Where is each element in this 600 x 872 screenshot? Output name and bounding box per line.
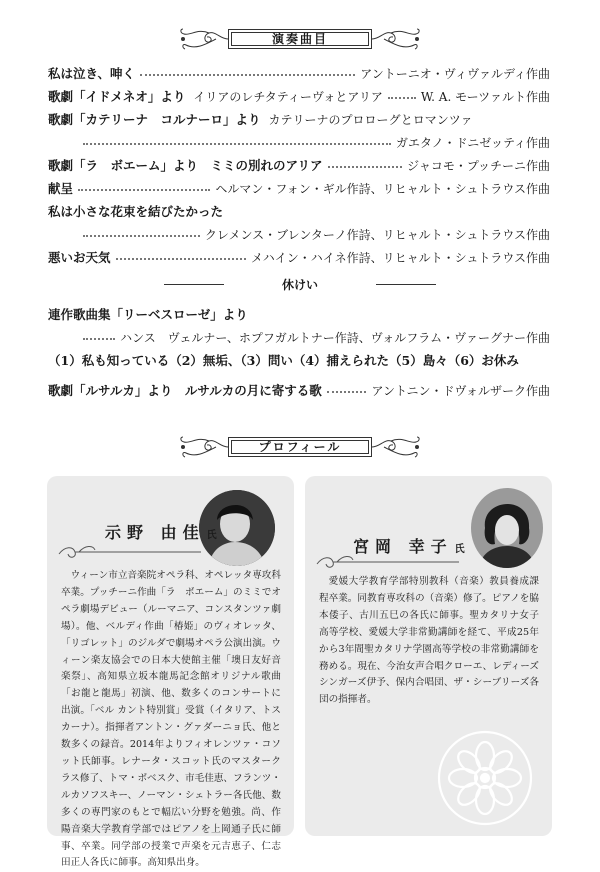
program-heading-banner [176, 26, 424, 52]
composer: メハイン・ハイネ作詩、リヒャルト・シュトラウス作曲 [250, 250, 550, 265]
program-item-continuation [78, 327, 550, 347]
song-subtitle: カテリーナのプロローグとロマンツァ [268, 112, 473, 127]
composer: ハンス ヴェルナー、ホプフガルトナー作詩、ヴォルフラム・ヴァーグナー作曲 [120, 330, 550, 345]
avatar [471, 488, 543, 568]
program-item-continuation [78, 224, 550, 244]
program-item [48, 155, 550, 175]
program-item [48, 63, 550, 83]
intermission-label: 休けい [230, 276, 370, 293]
profile-heading: プロフィール [258, 440, 342, 454]
scroll-ornament-right-icon [368, 26, 424, 52]
leader-dots [140, 74, 355, 76]
song-title: 連作歌曲集「リーベスローゼ」より [48, 307, 248, 322]
program-item [48, 247, 550, 267]
program-item [48, 380, 550, 400]
flourish-divider-icon [55, 542, 205, 562]
song-cycle-titles: （1）私も知っている（2）無垢、（3）問い（4）捕えられた（5）島々（6）お休み [48, 353, 519, 368]
song-subtitle: イリアのレチタティーヴォとアリア [193, 89, 383, 104]
composer: ガエタノ・ドニゼッティ作曲 [396, 135, 550, 150]
song-title: 献呈 [48, 181, 74, 196]
scroll-ornament-left-icon [176, 26, 232, 52]
leader-dots [327, 391, 367, 393]
program-item-continuation [78, 132, 550, 152]
composer: アントニン・ドヴォルザーク作曲 [371, 383, 550, 398]
performer-card-miyaoka [305, 476, 552, 836]
floral-ornament-icon [433, 726, 537, 830]
profile-heading-banner [176, 434, 424, 460]
program-item [48, 201, 550, 221]
program-item [48, 178, 550, 198]
composer: アントーニオ・ヴィヴァルディ作曲 [360, 66, 550, 81]
performer-name: 示野 由佳 氏 [105, 523, 217, 542]
flourish-divider-icon [313, 552, 463, 572]
leader-dots [388, 97, 416, 99]
song-cycle-list [48, 350, 550, 370]
composer: ヘルマン・フォン・ギル作詩、リヒャルト・シュトラウス作曲 [215, 181, 550, 196]
song-title: 歌劇「カテリーナ コルナーロ」より [48, 112, 261, 127]
song-title: 悪いお天気 [48, 250, 111, 265]
song-title: 歌劇「ラ ボエーム」より ミミの別れのアリア [48, 158, 323, 173]
leader-dots [83, 338, 115, 340]
song-title: 私は小さな花束を結びたかった [48, 204, 224, 219]
leader-dots [83, 143, 391, 145]
program-heading: 演奏曲目 [271, 32, 328, 46]
scroll-ornament-left-icon [176, 434, 232, 460]
leader-dots [83, 235, 200, 237]
song-title: 私は泣き、呻く [48, 66, 136, 81]
performer-bio: 愛媛大学教育学部特別教科（音楽）教員養成課程卒業。同教育専攻科の（音楽）修了。ピアノを脇本倭子、古川五巳の各氏に師事。聖カタリナ女子高等学校、愛媛大学非常勤講師を経て、平成25年から3年間聖カタリナ学園高等学校の非常勤講師を務める。現在、今治女声合唱クローエ、レディーズシンガーズ伊予、保内合唱団、ザ・シーブリーズ各団の指揮者。 [319, 576, 539, 706]
performer-name: 宮岡 幸子 氏 [353, 537, 465, 556]
scroll-ornament-right-icon [368, 434, 424, 460]
performer-card-shimono [47, 476, 294, 869]
program-item [48, 109, 550, 129]
leader-dots [78, 189, 210, 191]
composer: クレメンス・ブレンターノ作詩、リヒャルト・シュトラウス作曲 [204, 227, 550, 242]
program-item [48, 304, 550, 324]
program-item [48, 86, 550, 106]
leader-dots [116, 258, 246, 260]
song-title: 歌劇「イドメネオ」より [48, 89, 186, 104]
composer: W. A. モーツァルト作曲 [420, 89, 550, 104]
performer-bio: ウィーン市立音楽院オペラ科、オペレッタ専攻科卒業。プッチーニ作曲「ラ ボエーム」のミミでオペラ劇場デビュー（ルーマニア、コンスタンツァ劇場）。他、ベルディ作曲「椿姫」のヴィオレッタ、「リゴレット」のジルダで劇場オペラ公演出演。ウィーン楽友協会での日本大使館主催「墺日友好音楽祭」、高知県立坂本龍馬記念館オリジナル歌曲「お龍と龍馬」初演、他、数多くのコンサートに出演。「ベル カント特別賞」受賞（イタリア、トスカーナ）。指揮者アントン・グァダーニョ氏、他と数多くの録音。2014年よりフィオレンツァ・コソット氏師事。レナータ・スコット氏のマスタークラス修了、トマ・ボベスク、市毛佳恵、フランツ・ルカソフスキー、ノーマン・シェトラー各氏他、数多くの専門家のもとで幅広い分野を勉強。尚、作陽音楽大学教育学部ではピアノを上岡通子氏に師事、卒業。同学部の授業で声楽を元吉恵子、仁志田正人各氏に師事。高知県出身。 [61, 570, 281, 869]
leader-dots [328, 166, 403, 168]
song-title: 歌劇「ルサルカ」より ルサルカの月に寄する歌 [48, 383, 322, 398]
portrait-photo-icon [471, 488, 543, 568]
composer: ジャコモ・プッチーニ作曲 [407, 158, 550, 173]
